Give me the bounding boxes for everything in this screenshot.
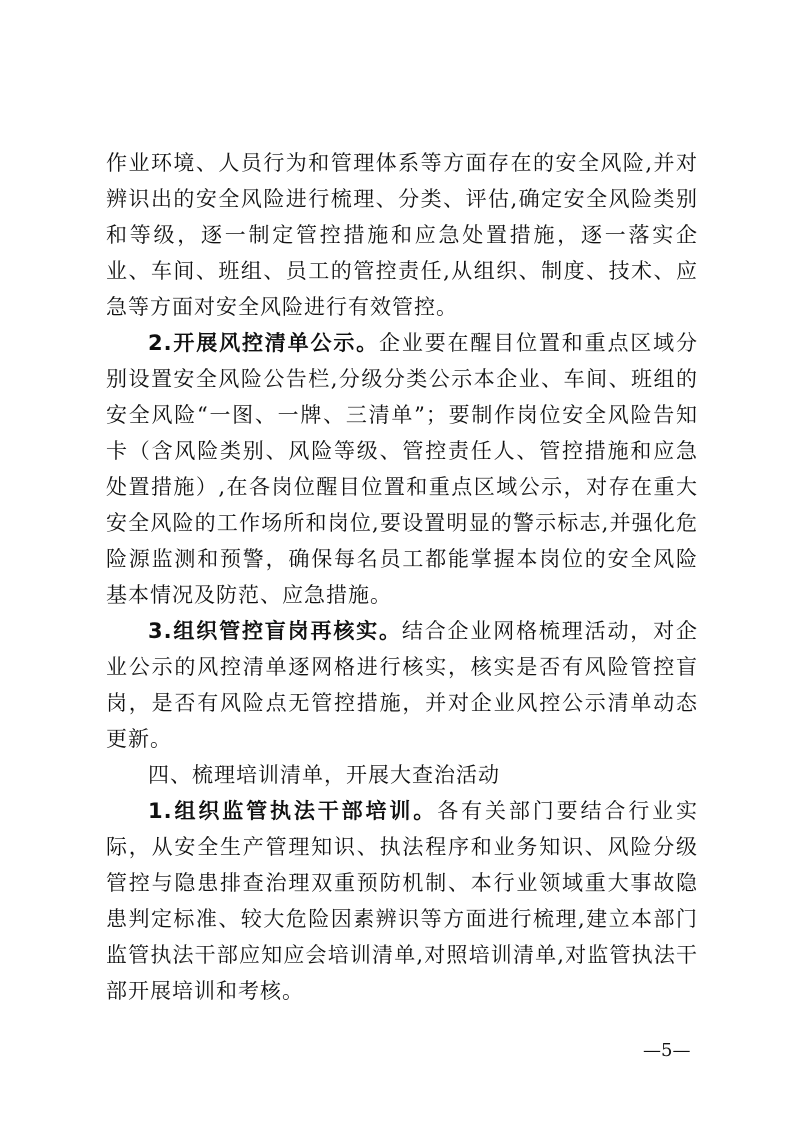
paragraph-text: 结合企业网格梳理活动，对企业公示的风控清单逐网格进行核实，核实是否有风险管控盲岗，是否有风险点无管控措施，并对企业风控公示清单动态更新。 [106, 619, 698, 751]
paragraph-continuation [106, 145, 698, 325]
paragraph-text: 各有关部门要结合行业实际，从安全生产管理知识、执法程序和业务知识、风险分级管控与隐患排查治理双重预防机制、本行业领域重大事故隐患判定标准、较大危险因素辨识等方面进行梳理,建立本部门监管执法干部应知应会培训清单,对照培训清单,对监管执法干部开展培训和考核。 [106, 799, 699, 1003]
paragraph-risk-list-publicity [106, 325, 698, 613]
paragraph-lead: 3.组织管控盲岗再核实。 [148, 619, 402, 643]
section-heading: 四、梳理培训清单，开展大查治活动 [148, 763, 500, 787]
paragraph-text: 作业环境、人员行为和管理体系等方面存在的安全风险,并对辨识出的安全风险进行梳理、分类、评估,确定安全风险类别和等级，逐一制定管控措施和应急处置措施，逐一落实企业、车间、班组、员工的管控责任,从组织、制度、技术、应急等方面对安全风险进行有效管控。 [106, 151, 698, 319]
page-number: —5— [643, 1040, 691, 1061]
document-body [106, 145, 698, 1009]
paragraph-lead: 2.开展风控清单公示。 [148, 331, 380, 355]
paragraph-cadre-training [106, 793, 698, 1009]
paragraph-lead: 1.组织监管执法干部培训。 [148, 799, 438, 823]
paragraph-text: 企业要在醒目位置和重点区域分别设置安全风险公告栏,分级分类公示本企业、车间、班组的安全风险“一图、一牌、三清单”；要制作岗位安全风险告知卡（含风险类别、风险等级、管控责任人、管控措施和应急处置措施）,在各岗位醒目位置和重点区域公示，对存在重大安全风险的工作场所和岗位,要设置明显的警示标志,并强化危险源监测和预警，确保每名员工都能掌握本岗位的安全风险基本情况及防范、应急措施。 [106, 331, 698, 607]
paragraph-blind-post-verification [106, 613, 698, 757]
